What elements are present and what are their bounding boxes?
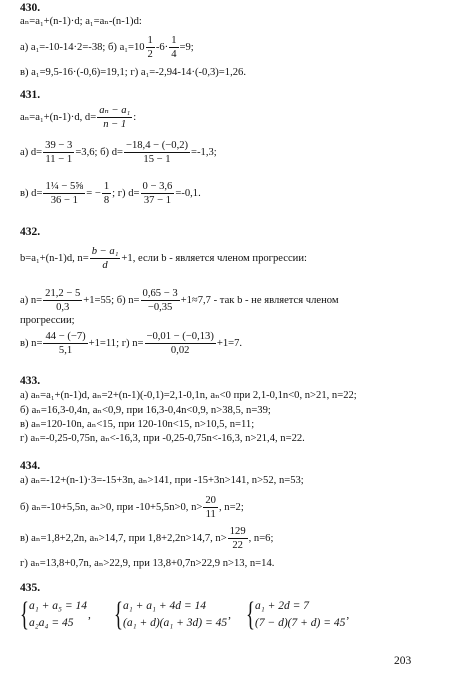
- fraction: $\frac{129}{22}$: [229, 526, 246, 551]
- brace: {: [20, 596, 29, 633]
- text: :: [133, 111, 137, 123]
- problem-434-part-b: [20, 494, 244, 521]
- problem-430-part-ab: [20, 34, 194, 61]
- fraction: $\frac{-18,4 - (-0,2)}{15 - 1}$: [125, 140, 189, 165]
- fraction: $\frac{0,65 - 3}{-0,35}$: [142, 288, 178, 313]
- text: а) d=: [20, 146, 43, 158]
- text: aₙ=a₁+(n-1)·d, d=: [20, 111, 97, 123]
- fraction: $\frac{21,2 - 5}{0,3}$: [45, 288, 81, 313]
- text: в) n=: [20, 337, 43, 349]
- system-2: [114, 598, 231, 632]
- text: =-1,3;: [191, 146, 217, 158]
- text: ; г) d=: [112, 187, 140, 199]
- problem-434-part-c: [20, 525, 273, 552]
- text: б) aₙ=-10+5,5n, aₙ>0, при -10+5,5n>0, n>: [20, 501, 203, 513]
- text: =9;: [179, 41, 194, 53]
- problem-435-number: 435.: [20, 582, 41, 594]
- fraction: $\frac{1}{8}$: [103, 181, 110, 206]
- separator: ,: [88, 609, 91, 621]
- text: в) d=: [20, 187, 43, 199]
- problem-430-number: 430.: [20, 2, 41, 14]
- equation: (7 − d)(7 + d) = 45: [255, 617, 346, 629]
- problem-430-part-cd: в) a₁=9,5-16·(-0,6)=19,1; г) a₁=-2,94-14·(-0,3)=1,26.: [20, 67, 246, 78]
- problem-434-part-a: а) aₙ=-12+(n-1)·3=-15+3n, aₙ>141, при -15+3n>141, n>52, n=53;: [20, 475, 304, 486]
- fraction: $\frac{1}{2}$: [147, 35, 153, 60]
- problem-432-number: 432.: [20, 226, 41, 238]
- fraction: $\frac{\text{b − a₁}}{d}$: [91, 246, 119, 271]
- system-1: [20, 598, 91, 632]
- brace: {: [114, 596, 123, 633]
- problem-433-part-b: б) aₙ=16,3-0,4n, aₙ<0,9, при 16,3-0,4n<0,9, n>38,5, n=39;: [20, 405, 271, 416]
- fraction: $\frac{\text{aₙ − a₁}}{n - 1}$: [99, 105, 131, 130]
- text: а) a₁=-10-14·2=-38; б) a₁=10: [20, 41, 145, 53]
- problem-431-part-cd: [20, 180, 201, 207]
- page-number: 203: [394, 655, 412, 667]
- text: =-0,1.: [175, 187, 201, 199]
- problem-434-number: 434.: [20, 460, 41, 472]
- text: , n=6;: [248, 532, 274, 544]
- text: b=a₁+(n-1)d, n=: [20, 252, 89, 264]
- text: в) aₙ=1,8+2,2n, aₙ>14,7, при 1,8+2,2n>14,7, n>: [20, 532, 227, 544]
- text: +1≈7,7 - так b - не является членом: [180, 294, 339, 306]
- problem-431-part-ab: [20, 139, 217, 166]
- problem-432-part-cd: [20, 330, 242, 357]
- problem-432-part-ab: [20, 287, 339, 314]
- problem-432-continuation: прогрессии;: [20, 315, 75, 326]
- problem-434-part-d: г) aₙ=13,8+0,7n, aₙ>22,9, при 13,8+0,7n>22,9 n>13, n=14.: [20, 558, 275, 569]
- equation: a₁ + a₁ + 4d = 14: [123, 600, 207, 612]
- fraction: $\frac{1}{4}$: [171, 35, 177, 60]
- text: -6·: [155, 41, 169, 53]
- fraction: $\frac{44 - (-7)}{5,1}$: [45, 331, 86, 356]
- separator: ,: [346, 609, 350, 621]
- text: = −: [86, 187, 101, 199]
- problem-430-formula: aₙ=a₁+(n-1)·d; a₁=aₙ-(n-1)d:: [20, 16, 142, 27]
- text: +1, если b - является членом прогрессии:: [121, 252, 307, 264]
- text: =3,6; б) d=: [75, 146, 123, 158]
- fraction: $\frac{-0,01 - (-0,13)}{0,02}$: [146, 331, 214, 356]
- problem-433-part-d: г) aₙ=-0,25-0,75n, aₙ<-16,3, при -0,25-0,75n<-16,3, n>21,4, n=22.: [20, 433, 305, 444]
- fraction: $\frac{\text{1¼ − 5⅝}}{36 - 1}$: [45, 181, 84, 206]
- equation: a₁ + 2d = 7: [255, 600, 310, 612]
- brace: {: [246, 596, 255, 633]
- equation: a₁ + a₅ = 14: [29, 600, 88, 612]
- problem-433-part-a: а) aₙ=a₁+(n-1)d, aₙ=2+(n-1)(-0,1)=2,1-0,1n, aₙ<0 при 2,1-0,1n<0, n>21, n=22;: [20, 390, 357, 401]
- fraction: $\frac{39 - 3}{11 - 1}$: [45, 140, 73, 165]
- problem-433-number: 433.: [20, 375, 41, 387]
- equation: (a₁ + d)(a₁ + 3d) = 45: [123, 617, 228, 629]
- problem-431-formula: [20, 104, 136, 131]
- text: +1=55; б) n=: [83, 294, 140, 306]
- fraction: $\frac{0 - 3,6}{37 - 1}$: [142, 181, 173, 206]
- fraction: $\frac{20}{11}$: [205, 495, 216, 520]
- problem-432-formula: [20, 245, 307, 272]
- text: +1=7.: [216, 337, 243, 349]
- text: +1=11; г) n=: [88, 337, 144, 349]
- text: а) n=: [20, 294, 43, 306]
- problem-431-number: 431.: [20, 89, 41, 101]
- separator: ,: [228, 609, 231, 621]
- problem-433-part-c: в) aₙ=120-10n, aₙ<15, при 120-10n<15, n>10,5, n=11;: [20, 419, 255, 430]
- system-3: [246, 598, 349, 632]
- text: , n=2;: [218, 501, 244, 513]
- equation: a₂a₄ = 45: [29, 617, 74, 629]
